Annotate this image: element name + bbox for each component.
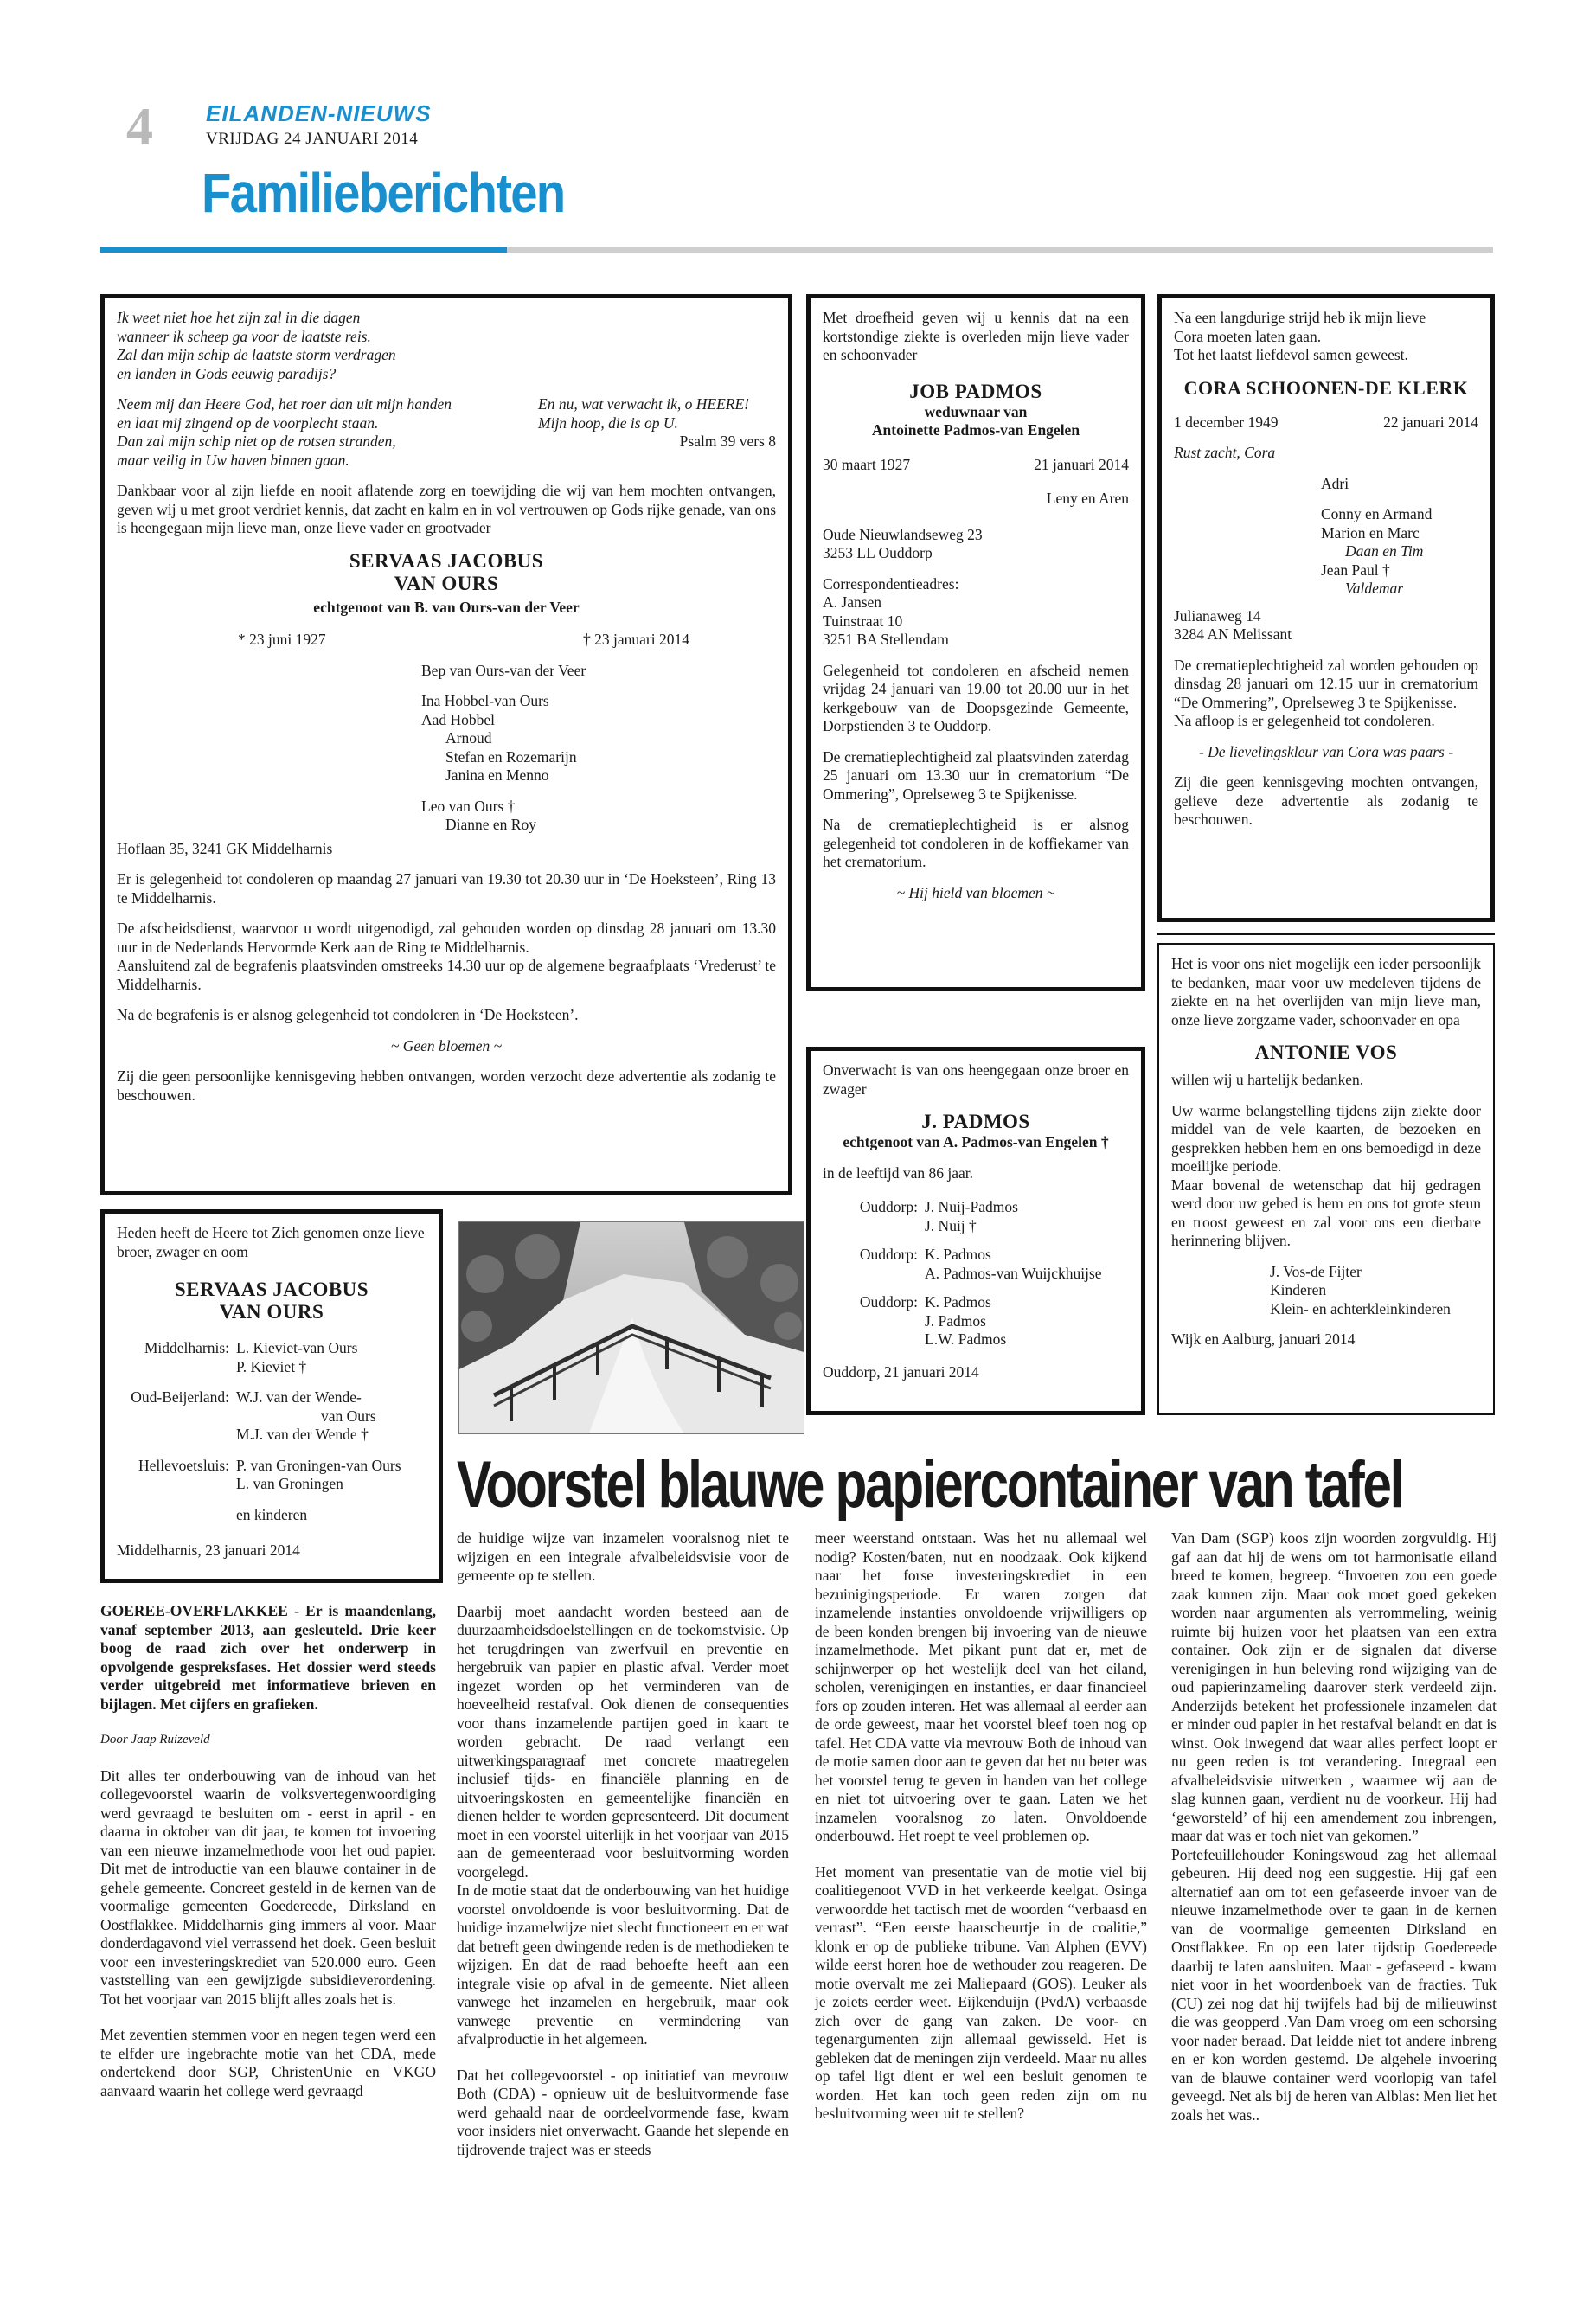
address-line: 3253 LL Ouddorp bbox=[823, 544, 933, 561]
death-date: 21 januari 2014 bbox=[1034, 455, 1129, 473]
notice-motto: Rust zacht, Cora bbox=[1174, 444, 1276, 461]
article-paragraph: meer weerstand ontstaan. Was het nu allemaal wel nodig? Kosten/baten, nut en noodzaak. Ook kijkend naar het forse investeringskrediet in een bezuinigingsperiode. Er waren zorgen dat inzamelende instanties onvoldoende vrijwilligers op de been konden brengen bij invoering van de nieuwe inzamelmethode. Met pikant punt dat er, met de schijnwerper op het westelijk deel van het eiland, scholen, verenigingen en instanties, er daar financieel fors op zouden interen. Het was allemaal al eerder aan de orde geweest, maar het voorstel bleef toen nog op tafel. Het CDA vatte via mevrouw Both de inhoud van de motie samen door aan te geven dat het nu beter was het voorstel terug te geven in handen van het college en niet tot uitvoering over te gaan. Laten we het inzamelen vooralsnog zo laten. Onvoldoende onderbouwd. Het roept te veel problemen op. bbox=[815, 1529, 1147, 1844]
family-member: Bep van Ours-van der Veer bbox=[421, 661, 586, 679]
death-date: † 23 januari 2014 bbox=[583, 631, 689, 648]
correspondence-address bbox=[823, 575, 1129, 650]
intro-line: Na een langdurige strijd heb ik mijn lieve bbox=[1174, 309, 1426, 326]
family-member: Valdemar bbox=[1345, 580, 1404, 597]
family-group bbox=[117, 1388, 426, 1445]
deceased-name: J. PADMOS bbox=[921, 1111, 1030, 1132]
notice-intro: Dankbaar voor al zijn liefde en nooit aflatende zorg en toewijding die wij van hem mochten ontvangen, geven wij u met groot verdriet kennis, dat zacht en kalm en in vol vertrouwen op Gods rijke genade, van ons is heengegaan mijn lieve man, onze lieve vader en grootvader bbox=[117, 482, 776, 536]
widower-line: weduwnaar van bbox=[924, 402, 1028, 420]
home-address bbox=[1174, 607, 1478, 644]
family-member: Jean Paul † bbox=[1321, 561, 1390, 579]
poem-line: Zal dan mijn schip de laatste storm verdragen bbox=[117, 346, 396, 363]
psalm-line: En nu, wat verwacht ik, o HEERE! bbox=[538, 395, 749, 413]
family-member: K. Padmos bbox=[925, 1246, 991, 1263]
family-member: J. Padmos bbox=[925, 1311, 986, 1330]
poem-line: Ik weet niet hoe het zijn zal in die dagen bbox=[117, 309, 361, 326]
poem-stanza-1 bbox=[117, 309, 776, 383]
deceased-name: SERVAAS JACOBUS bbox=[349, 549, 544, 572]
funeral-service-info: De afscheidsdienst, waarvoor u wordt uitgenodigd, zal gehouden worden op dinsdag 28 januari om 13.30 uur in de Nederlands Hervormde Kerk aan de Ring te Middelharnis. bbox=[117, 920, 776, 956]
deceased-age: in de leeftijd van 86 jaar. bbox=[823, 1163, 973, 1182]
article-paragraph: de huidige wijze van inzamelen vooralsnog niet te wijzigen en een integrale afvalbeleidsvisie voor de gemeente op te stellen. bbox=[457, 1529, 789, 1584]
notice-place-date: Middelharnis, 23 januari 2014 bbox=[117, 1541, 300, 1559]
signer: Klein- en achterkleinkinderen bbox=[1270, 1299, 1451, 1317]
article-paragraph: Daarbij moet aandacht worden besteed aan de duurzaamheidsdoelstellingen en de toekomstvisie. Op het terugdringen van zwerfvuil en preventie en hergebruik van papier en plastic afval. Verder moet ingezet worden op het verminderen van de hoeveelheid restafval. Ook dienen de consequenties voor thans inzamelende partijen goed in kaart te worden gebracht. De raad verlangt een uitwerkingsparagraaf met concrete maatregelen inclusief tijds- en financiële planning en de uitvoeringskosten en gemeentelijke financiën en dienen helder te worden gepresenteerd. Dit document moet in een voorstel uiterlijk in het voorjaar van 2015 aan de gemeenteraad voor besluitvorming worden voorgelegd. bbox=[457, 1602, 789, 1881]
no-flowers-note: ~ Geen bloemen ~ bbox=[390, 1036, 503, 1054]
family-member: J. Nuij-Padmos bbox=[925, 1198, 1018, 1215]
family-member: L.W. Padmos bbox=[925, 1330, 1007, 1348]
family-member: van Ours bbox=[321, 1407, 376, 1425]
family-list bbox=[421, 662, 776, 835]
spouse-line: echtgenoot van A. Padmos-van Engelen † bbox=[843, 1133, 1109, 1150]
article-column-2 bbox=[457, 1529, 789, 2176]
article-paragraph: Dit alles ter onderbouwing van de inhoud van het collegevoorstel waarin de volksvertegenwoordiging werd gevraagd te besluiten om - eerst in april - en daarna in oktober van dit jaar, te komen tot invoering van een nieuwe inzamelmethode voor het oud papier. Dit met de introductie van een blauwe container in de gehele gemeente. Concreet gesteld in de kernen van de voormalige gemeenten Goedereede, Dirksland en Oostflakkee. Middelharnis ging immers al voor. Maar donderdagavond viel verrassend het doek. Geen besluit voor een investeringskrediet van 520.000 euro. Geen vaststelling van een gewijzigde subsidieverordening. Tot het voorjaar van 2015 blijft alles zoals het is. bbox=[100, 1766, 436, 2008]
death-date: 22 januari 2014 bbox=[1383, 413, 1478, 431]
closing-note: Zij die geen kennisgeving mochten ontvangen, gelieve deze advertentie als zodanig te beschouwen. bbox=[1174, 773, 1478, 828]
family-place: Ouddorp: bbox=[859, 1293, 918, 1311]
family-member: Arnoud bbox=[445, 729, 492, 747]
late-spouse-name: Antoinette Padmos-van Engelen bbox=[871, 421, 1080, 439]
thank-you-line: willen wij u hartelijk bedanken. bbox=[1171, 1071, 1364, 1088]
psalm-reference: Psalm 39 vers 8 bbox=[679, 433, 776, 450]
family-place: Middelharnis: bbox=[144, 1339, 229, 1356]
deceased-surname: VAN OURS bbox=[394, 572, 499, 594]
death-notice-j-padmos bbox=[806, 1047, 1145, 1415]
deceased-surname: VAN OURS bbox=[219, 1301, 324, 1323]
family-place: Hellevoetsluis: bbox=[138, 1456, 229, 1474]
deceased-name: ANTONIE VOS bbox=[1254, 1042, 1398, 1063]
snowy-bridge-photo bbox=[458, 1221, 804, 1434]
family-member: J. Nuij † bbox=[925, 1216, 977, 1234]
cremation-info: De crematieplechtigheid zal plaatsvinden zaterdag 25 januari om 13.30 uur in crematorium “De Ommering”, Oprelseweg 3 te Spijkenisse. bbox=[823, 747, 1129, 803]
article-column-3 bbox=[815, 1529, 1147, 2141]
thank-you-body: Uw warme belangstelling tijdens zijn ziekte door middel van de vele kaarten, de bezoeken en gesprekken hebben hem en ons bemoedigd in deze moeilijke periode. bbox=[1171, 1101, 1481, 1175]
poem-line: maar veilig in Uw haven binnen gaan. bbox=[117, 451, 349, 469]
family-member: A. Padmos-van Wuijckhuijse bbox=[925, 1264, 1102, 1282]
poem-line: en landen in Gods eeuwig paradijs? bbox=[117, 364, 337, 382]
notice-intro bbox=[1174, 309, 1478, 365]
address-line: 3251 BA Stellendam bbox=[823, 631, 949, 648]
after-burial-info: Na de begrafenis is er alsnog gelegenheid tot condoleren in ‘De Hoeksteen’. bbox=[117, 1006, 579, 1023]
address-line: Julianaweg 14 bbox=[1174, 606, 1261, 625]
notice-place-date: Wijk en Aalburg, januari 2014 bbox=[1171, 1330, 1356, 1348]
address-line: Tuinstraat 10 bbox=[823, 612, 903, 630]
family-member: Dianne en Roy bbox=[445, 816, 536, 833]
section-title: Familieberichten bbox=[202, 162, 565, 224]
signer: Kinderen bbox=[1270, 1281, 1327, 1298]
poem-line: Neem mij dan Heere God, het roer dan uit mijn handen bbox=[117, 395, 452, 413]
family-children: en kinderen bbox=[236, 1505, 308, 1523]
family-member: Leny en Aren bbox=[1046, 490, 1129, 507]
death-notice-cora-schoonen bbox=[1157, 294, 1495, 922]
article-paragraph: Portefeuillehouder Koningswoud zag het allemaal gebeuren. Hij deed nog een suggestie. Hij gaf een alternatief aan om tot een gefaseerde invoer van de nieuwe inzamelmethode over te gaan in de kernen van de voormalige gemeenten Dirksland en Oostflakkee. En op een later tijdstip Goedereede daarbij te laten aansluiten. Maar - gefaseerd - kwam niet voor in het woordenboek van de fracties. Tuk (CU) zei nog dat hij twijfels had bij de milieuwinst die was geopperd .Van Dam vroeg om een schorsing voor nader beraad. Dat leidde niet tot andere inbreng en er kon worden gestemd. De algehele invoering van de blauwe container werd voorlopig van tafel geveegd. Net als bij de heren van Alblas: Men liet het zoals het was.. bbox=[1171, 1845, 1497, 2124]
address-line: Oude Nieuwlandseweg 23 bbox=[823, 525, 983, 543]
family-place: Oud-Beijerland: bbox=[131, 1388, 229, 1406]
family-place: Ouddorp: bbox=[859, 1246, 918, 1263]
family-member: Janina en Menno bbox=[445, 766, 549, 784]
signer: J. Vos-de Fijter bbox=[1270, 1262, 1362, 1280]
family-member: L. Kieviet-van Ours bbox=[236, 1339, 358, 1356]
thank-you-antonie-vos bbox=[1157, 943, 1495, 1415]
article-column-4 bbox=[1171, 1529, 1497, 2142]
psalm-quote bbox=[538, 395, 776, 470]
family-member: Stefan en Rozemarijn bbox=[445, 747, 577, 766]
section-rule-accent bbox=[100, 247, 507, 253]
burial-info: Aansluitend zal de begrafenis plaatsvinden omstreeks 14.30 uur op de algemene begraafplaats ‘Vrederust’ te Middelharnis. bbox=[117, 957, 776, 993]
home-address: Hoflaan 35, 3241 GK Middelharnis bbox=[117, 839, 333, 857]
family-place: Ouddorp: bbox=[859, 1198, 918, 1215]
section-rule bbox=[507, 247, 1493, 253]
closing-note: Zij die geen persoonlijke kennisgeving hebben ontvangen, worden verzocht deze advertentie als zodanig te beschouwen. bbox=[117, 1067, 776, 1104]
birth-date: 30 maart 1927 bbox=[823, 455, 911, 473]
spouse-line: echtgenoot van B. van Ours-van der Veer bbox=[313, 598, 580, 616]
family-member: K. Padmos bbox=[925, 1293, 991, 1311]
article-paragraph: Het moment van presentatie van de motie viel bij coalitiegenoot VVD in het verkeerde keelgat. Osinga verwoordde het tactisch met de woorden “verbaasd en verrast”. “Een eerste haarscheurtje in de coalitie,” klonk er op de publieke tribune. Van Alphen (EVV) wilde eerst horen hoe de wethouder zou reageren. De motie overvalt me zei Maliepaard (GOS). Leuker als je zoiets eerder weet. Eijkenduijn (PvdA) verbaasde zich over de gang van zaken. De voor- en tegenargumenten zijn allemaal gewisseld. Het is gebleken dat de meningen zijn verdeeld. Maar nu alles op tafel ligt dient er wel een besluit genomen te worden. Het kan toch geen reden zijn om nu besluitvorming weer uit te stellen? bbox=[815, 1862, 1147, 2122]
snowy-bridge-image bbox=[459, 1222, 804, 1433]
notice-motto: ~ Hij hield van bloemen ~ bbox=[896, 883, 1055, 901]
family-group bbox=[823, 1293, 1129, 1349]
address-line: A. Jansen bbox=[823, 593, 882, 611]
article-lead: GOEREE-OVERFLAKKEE - Er is maandenlang, vanaf september 2013, aan gesleuteld. Drie keer boog de raad zich over het onderwerp in opvolgende gespreksfases. Het dossier werd steeds verder uitgebreid met informatieve brieven en bijlagen. Met cijfers en grafieken. bbox=[100, 1602, 436, 1713]
after-cremation-info: Na de crematieplechtigheid is er alsnog gelegenheid tot condoleren in de koffiekamer van het crematorium. bbox=[823, 816, 1129, 870]
issue-date: VRIJDAG 24 JANUARI 2014 bbox=[206, 130, 419, 148]
death-notice-servaas-family bbox=[100, 1209, 443, 1583]
family-member: Conny en Armand bbox=[1321, 505, 1433, 522]
family-member: P. Kieviet † bbox=[236, 1357, 307, 1375]
address-label: Correspondentieadres: bbox=[823, 574, 959, 593]
deceased-name: CORA SCHOONEN-DE KLERK bbox=[1183, 376, 1469, 399]
family-group bbox=[117, 1339, 426, 1376]
condolence-info: Gelegenheid tot condoleren en afscheid nemen vrijdag 24 januari van 19.00 tot 20.00 uur in het kerkgebouw van de Doopsgezinde Gemeente, Dorpstienden 3 te Ouddorp. bbox=[823, 661, 1129, 734]
condolence-info: Er is gelegenheid tot condoleren op maandag 27 januari van 19.30 tot 20.30 uur in ‘De Hoeksteen’, Ring 13 te Middelharnis. bbox=[117, 870, 776, 907]
article-column-1 bbox=[100, 1602, 436, 2118]
article-paragraph: Dat het collegevoorstel - op initiatief van mevrouw Both (CDA) - opnieuw uit de besluitvormende fase werd gehaald naar de oordeelvormende fase, kwam voor insiders niet onverwacht. Gaande het slepende en tijdrovende traject was er steeds bbox=[457, 2066, 789, 2158]
notice-intro: Met droefheid geven wij u kennis dat na een kortstondige ziekte is overleden mijn lieve vader en schoonvader bbox=[823, 309, 1129, 363]
article-headline: Voorstel blauwe papiercontainer van tafel bbox=[457, 1448, 1403, 1522]
family-member: L. van Groningen bbox=[236, 1475, 343, 1492]
intro-line: Tot het laatst liefdevol samen geweest. bbox=[1174, 346, 1408, 363]
family-member: Leo van Ours † bbox=[421, 797, 516, 815]
thank-you-top-rule bbox=[1157, 933, 1495, 935]
birth-date: 1 december 1949 bbox=[1174, 413, 1279, 431]
family-group bbox=[823, 1246, 1129, 1283]
favorite-color-note: - De lievelingskleur van Cora was paars - bbox=[1198, 742, 1454, 760]
brand-logo: EILANDEN-NIEUWS bbox=[206, 100, 432, 126]
intro-line: Cora moeten laten gaan. bbox=[1174, 327, 1322, 345]
family-member: Aad Hobbel bbox=[421, 710, 496, 728]
article-paragraph: Van Dam (SGP) koos zijn woorden zorgvuldig. Hij gaf aan dat hij de wens om tot harmonisatie eiland breed te komen, begreep. “Invoeren zou een goede zaak kunnen zijn. Maar ook moet goed gekeken worden naar argumenten als verrommeling, weinig ruimte bij huizen voor het plaatsen van een extra container. Ook zijn er de signalen dat diverse verenigingen in hun beleving rond wijziging van de oud papierinzameling daarover sterk verdeeld zijn. Anderzijds betekent het professionele inzamelen dat er minder oud papier in het restafval belandt en dat is winst. Ook inwegend dat waar alles perfect loopt er nu geen reden is tot verandering. Integraal een afvalbeleidsvisie uitwerken , waarmee wij aan de slag kunnen gaan, verdient nu de voorkeur. Hij had ‘geworsteld’ of hij een amendement zou inbrengen, maar dat was er toch niet van gekomen.” bbox=[1171, 1529, 1497, 1844]
poem-line: Dan zal mijn schip niet op de rotsen stranden, bbox=[117, 433, 396, 450]
death-notice-job-padmos bbox=[806, 294, 1145, 991]
family-member: Adri bbox=[1321, 474, 1349, 492]
notice-place-date: Ouddorp, 21 januari 2014 bbox=[823, 1362, 979, 1381]
death-notice-servaas-van-ours bbox=[100, 294, 792, 1195]
family-group bbox=[117, 1457, 426, 1494]
notice-intro: Heden heeft de Heere tot Zich genomen onze lieve broer, zwager en oom bbox=[117, 1224, 425, 1260]
family-member: Marion en Marc bbox=[1321, 523, 1420, 542]
poem-line: wanneer ik scheep ga voor de laatste reis. bbox=[117, 327, 371, 345]
family-member: Daan en Tim bbox=[1345, 542, 1424, 560]
family-list bbox=[1321, 475, 1478, 599]
notice-intro: Onverwacht is van ons heengegaan onze broer en zwager bbox=[823, 1061, 1129, 1098]
family-group bbox=[823, 1198, 1129, 1235]
article-byline: Door Jaap Ruizeveld bbox=[100, 1733, 210, 1747]
address-line: 3284 AN Melissant bbox=[1174, 625, 1292, 643]
notice-intro: Het is voor ons niet mogelijk een ieder persoonlijk te bedanken, maar voor uw medeleven tijdens de ziekte en na het overlijden van mijn lieve man, onze lieve zorgzame vader, schoonvader en opa bbox=[1171, 955, 1481, 1029]
home-address bbox=[823, 526, 1129, 563]
thank-you-body: Maar bovenal de wetenschap dat hij gedragen werd door uw gebed is hem en ons tot grote steun en troost geweest en zal voor ons een dierbare herinnering blijven. bbox=[1171, 1176, 1481, 1249]
birth-date: * 23 juni 1927 bbox=[238, 631, 326, 648]
deceased-name: JOB PADMOS bbox=[909, 380, 1042, 402]
signers bbox=[1270, 1263, 1481, 1319]
article-paragraph: Met zeventien stemmen voor en negen tegen werd een te elfder ure ingebrachte motie van het CDA, mede ondertekend door SGP, ChristenUnie en VKGO aanvaard waarin het college werd gevraagd bbox=[100, 2026, 436, 2099]
condolence-info: Na afloop is er gelegenheid tot condoleren. bbox=[1174, 712, 1435, 729]
article-paragraph: In de motie staat dat de onderbouwing van het huidige voorstel onvoldoende is voor besluitvorming. Dat de huidige inzamelwijze niet slecht functioneert en er wat dat betreft geen dwingende reden is de methodieken te wijzigen. En dat de raad behoefte heeft aan een integrale visie op afval in de gemeente. Niet alleen vanwege het inzamelen en hergebruik, maar ook vanwege preventie en vermindering van afvalproductie in het algemeen. bbox=[457, 1881, 789, 2048]
family-member: Ina Hobbel-van Ours bbox=[421, 692, 549, 709]
cremation-info: De crematieplechtigheid zal worden gehouden op dinsdag 28 januari om 12.15 uur in crematorium “De Ommering”, Oprelseweg 3 te Spijkenisse. bbox=[1174, 656, 1478, 711]
family-member: W.J. van der Wende- bbox=[236, 1388, 362, 1406]
poem-stanza-2 bbox=[117, 395, 532, 470]
psalm-line: Mijn hoop, die is op U. bbox=[538, 413, 678, 432]
poem-line: en laat mij zingend op de voorplecht staan. bbox=[117, 413, 379, 432]
page-number: 4 bbox=[126, 98, 153, 157]
family-member: M.J. van der Wende † bbox=[236, 1426, 369, 1443]
deceased-name: SERVAAS JACOBUS bbox=[174, 1279, 369, 1300]
family-member: P. van Groningen-van Ours bbox=[236, 1456, 401, 1474]
